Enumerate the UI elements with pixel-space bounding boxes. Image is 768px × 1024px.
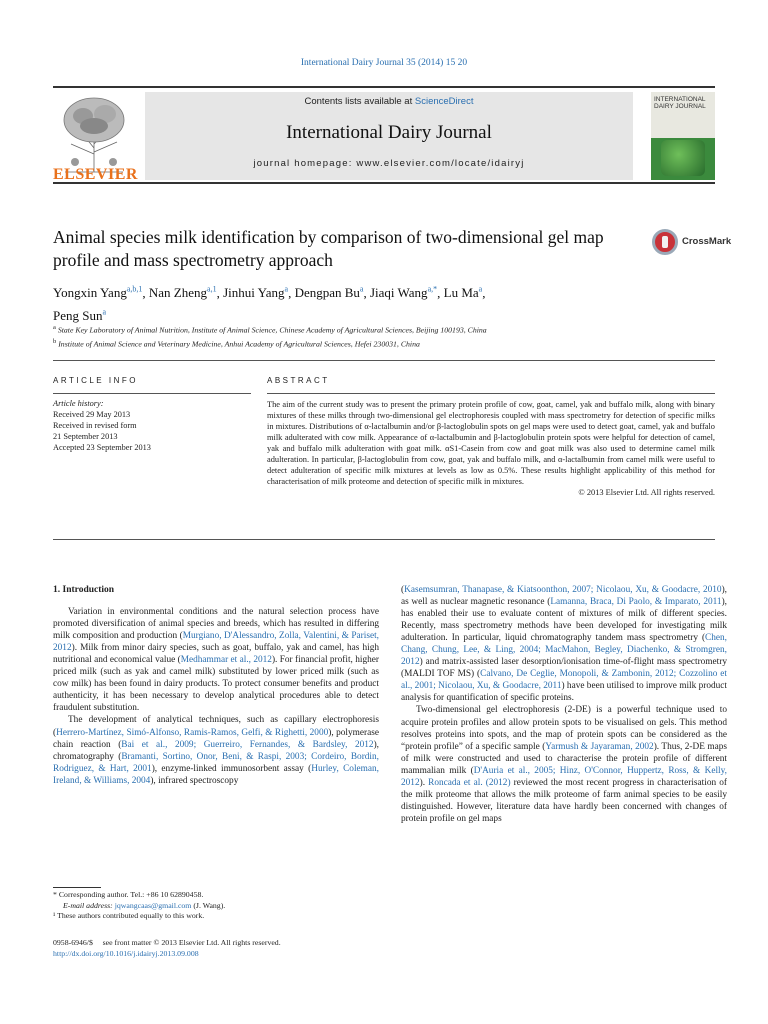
sciencedirect-link[interactable]: ScienceDirect (414, 96, 474, 107)
footnotes (53, 890, 379, 922)
masthead-top-rule (53, 86, 715, 88)
elsevier-wordmark: ELSEVIER (53, 166, 138, 183)
front-matter (53, 937, 393, 959)
corresponding-author-note: * Corresponding author. Tel.: +86 10 62890458. (53, 890, 204, 899)
body-column-right (401, 584, 727, 825)
doi-link[interactable]: http://dx.doi.org/10.1016/j.idairyj.2013.09.008 (53, 949, 199, 958)
citation-link[interactable]: Hurley, Coleman, Ireland, & Williams, 2004 (53, 763, 379, 786)
contents-prefix: Contents lists available at (304, 96, 415, 107)
crossmark-icon (652, 229, 678, 255)
journal-homepage[interactable]: journal homepage: www.elsevier.com/locate/idairyj (253, 158, 525, 169)
author[interactable]: Jinhui Yang$^a$ (223, 285, 289, 301)
article-info-heading: ARTICLE INFO (53, 376, 138, 385)
crossmark-label: CrossMark (682, 236, 732, 247)
body-column-left (53, 584, 379, 787)
author-list: Yongxin Yang$^{a,b,1}$, Nan Zheng$^{a,1}$, Jinhui Yang$^a$, Dengpan Bu$^a$, Jiaqi Wang$^{a,*}$, Lu Ma$^a$, Peng Sun$^a$ (53, 285, 486, 323)
body-paragraph: Two-dimensional gel electrophoresis (2-DE) is a powerful technique used to acquire protein profiles and allow protein spots to be visualised on gels. This method resolves proteins into spots, and the map of protein spots can be considered as the “protein profile” of a specific sample (Yarmush & Jayaraman, 2002). Thus, 2-DE maps of milk were constructed and used to characterise the protein profile of different mammalian milk (D'Auria et al., 2005; Hinz, O'Connor, Huppertz, Ross, & Kelly, 2012). Roncada et al. (2012) reviewed the most recent progress in characterisation of the milk proteome that allows the milk proteome of farm animal species to be easily distinguished. However, literature data have hardly been concerned with changes of protein profile on gel maps (401, 705, 727, 824)
citation-link[interactable]: Roncada et al. (2012) (428, 777, 511, 788)
citation-link[interactable]: D'Auria et al., 2005; Hinz, O'Connor, Huppertz, Ross, & Kelly, 2012 (401, 765, 727, 788)
citation-link[interactable]: Chen, Chang, Chung, Lee, & Ling, 2004; MacMahon, Begley, Diachenko, & Stromgren, 2012 (401, 633, 727, 668)
article-history: Article history: Received 29 May 2013 Received in revised form 21 September 2013 Accepted 23 September 2013 (53, 399, 151, 452)
contents-line (145, 96, 633, 107)
abstract-copyright: © 2013 Elsevier Ltd. All rights reserved. (578, 488, 715, 497)
footnote-rule (53, 887, 101, 888)
citation-link[interactable]: Medhammar et al., 2012 (180, 655, 272, 666)
abstract-text: The aim of the current study was to present the primary protein profile of cow, goat, camel, yak and buffalo milk, along with binary mixtures of these milks through two-dimensional gel electrophoresis coupled with mass spectrometry for detection of specific milks in mixtures. Distributions of α-lactalbumin and/or β-lactoglobulin spots on gel maps were used to detect goat, camel, yak and buffalo milk adulterated with cow milk. Appearance of α-lactalbumin and β-lactoglobulin protein spots were helpful for detection of camel, yak and buffalo milk adulteration with goat milk. αS1-Casein from cow and goat milk was also used to determine camel milk adulteration. In particular, β-lactoglobulin from cow, goat, yak and buffalo milk, and α-lactalbumin from camel milk were useful to detect adulteration of specific milk mixtures at levels as low as 0.5%. These results highlight applicability of this method for characterisation of milk proteome and detection of specific milk in mixtures. (267, 400, 715, 486)
abstract-rule (267, 393, 715, 394)
journal-cover-image (651, 92, 715, 180)
author[interactable]: Jiaqi Wang$^{a,*}$ (369, 285, 438, 301)
affiliation-b: $^b$ Institute of Animal Science and Veterinary Medicine, Anhui Academy of Agricultural Sciences, Hefei 230031, China (53, 337, 420, 349)
journal-info-box (145, 92, 633, 180)
affiliation-a: $^a$ State Key Laboratory of Animal Nutrition, Institute of Animal Science, Chinese Academy of Agricultural Sciences, Beijing 100193, China (53, 324, 487, 335)
article-title: Animal species milk identification by comparison of two-dimensional gel map profile and mass spectrometry approach (53, 227, 604, 270)
cover-title: INTERNATIONAL DAIRY JOURNAL (654, 96, 706, 110)
cover-artwork (661, 140, 705, 176)
journal-title: International Dairy Journal (286, 122, 492, 143)
citation-link[interactable]: Yarmush & Jayaraman, 2002 (545, 741, 654, 752)
affiliations (53, 322, 693, 349)
article-info-rule (53, 393, 251, 394)
email-link[interactable]: jqwangcaas@gmail.com (114, 900, 192, 910)
citation-link[interactable]: Kasemsumran, Thanapase, & Kiatsoonthon, 2007; Nicolaou, Xu, & Goodacre, 2010 (404, 585, 722, 595)
journal-citation[interactable]: International Dairy Journal 35 (2014) 15 20 (300, 58, 468, 68)
journal-masthead (53, 86, 715, 184)
author[interactable]: Peng Sun$^a$ (53, 307, 107, 323)
author[interactable]: Yongxin Yang$^{a,b,1}$ (53, 285, 143, 301)
crossmark-badge[interactable] (652, 229, 732, 257)
body-paragraph: The development of analytical techniques, such as capillary electrophoresis (Herrero-Martínez, Simó-Alfonso, Ramis-Ramos, Gelfi, & Righetti, 2000), polymerase chain reaction (Bai et al., 2009; Guerreiro, Fernandes, & Bardsley, 2012), chromatography (Bramanti, Sortino, Onor, Beni, & Raspi, 2003; Cordeiro, Bordin, Rodriguez, & Hart, 2001), enzyme-linked immunosorbent assay (Hurley, Coleman, Ireland, & Williams, 2004), infrared spectroscopy (53, 715, 379, 786)
email-note: E-mail address: jqwangcaas@gmail.com (J. Wang). (63, 900, 226, 910)
issn-line: 0958-6946/$ see front matter © 2013 Elsevier Ltd. All rights reserved. (53, 938, 281, 947)
section-divider-bottom (53, 539, 715, 540)
author[interactable]: Lu Ma$^a$ (443, 285, 483, 301)
citation-link[interactable]: Calvano, De Ceglie, Monopoli, & Zambonin, 2012; Cozzolino et al., 2001; Nicolaou, Xu, & Goodacre, 2011 (401, 669, 727, 692)
citation-link[interactable]: Lamanna, Braca, Di Paolo, & Imparato, 2011 (550, 597, 722, 608)
citation-link[interactable]: Herrero-Martínez, Simó-Alfonso, Ramis-Ramos, Gelfi, & Righetti, 2000 (56, 727, 329, 738)
section-heading: 1. Introduction (53, 585, 115, 595)
citation-link[interactable]: Murgiano, D'Alessandro, Zolla, Valentini, & Pariset, 2012 (53, 631, 380, 654)
abstract-heading: ABSTRACT (267, 376, 330, 385)
abstract-body (267, 399, 715, 498)
citation-link[interactable]: Bramanti, Sortino, Onor, Beni, & Raspi, 2003; Cordeiro, Bordin, Rodriguez, & Hart, 2001 (53, 751, 379, 774)
author[interactable]: Nan Zheng$^{a,1}$ (148, 285, 217, 301)
author[interactable]: Dengpan Bu$^a$ (294, 285, 364, 301)
section-divider (53, 360, 715, 361)
masthead-bottom-rule (53, 182, 715, 184)
equal-contribution-note: ¹ These authors contributed equally to this work. (53, 911, 205, 920)
citation-link[interactable]: Bai et al., 2009; Guerreiro, Fernandes, & Bardsley, 2012 (121, 739, 374, 750)
body-paragraph: Variation in environmental conditions and the natural selection process have promoted diversification of animal species and breeds, which has resulted in differing milk composition and production (Murgiano, D'Alessandro, Zolla, Valentini, & Pariset, 2012). Milk from minor dairy species, such as goat, buffalo, yak and camel, has high nutritional and economical value (Medhammar et al., 2012). For financial profit, higher priced milk (such as yak and camel milk) substituted by lower priced milk (such as cow milk) has been found in dairy products. To protect consumer benefits and product authenticity, it has been necessary to develop analytical procedures able to detect fraudulent substitution. (53, 607, 380, 714)
body-paragraph: (Kasemsumran, Thanapase, & Kiatsoonthon, 2007; Nicolaou, Xu, & Goodacre, 2010), as well as nuclear magnetic resonance (Lamanna, Braca, Di Paolo, & Imparato, 2011), has enabled their use to evaluate content of mixtures of milk of different species. Recently, mass spectrometry methods have been developed for investigating milk adulteration. In particular, liquid chromatography tandem mass spectrometry (Chen, Chang, Chung, Lee, & Ling, 2004; MacMahon, Begley, Diachenko, & Stromgren, 2012) and matrix-assisted laser desorption/ionisation time-of-flight mass spectrometry (MALDI TOF MS) (Calvano, De Ceglie, Monopoli, & Zambonin, 2012; Cozzolino et al., 2001; Nicolaou, Xu, & Goodacre, 2011) have been utilised to improve milk product analysis for quantification of specific proteins. (401, 585, 728, 704)
